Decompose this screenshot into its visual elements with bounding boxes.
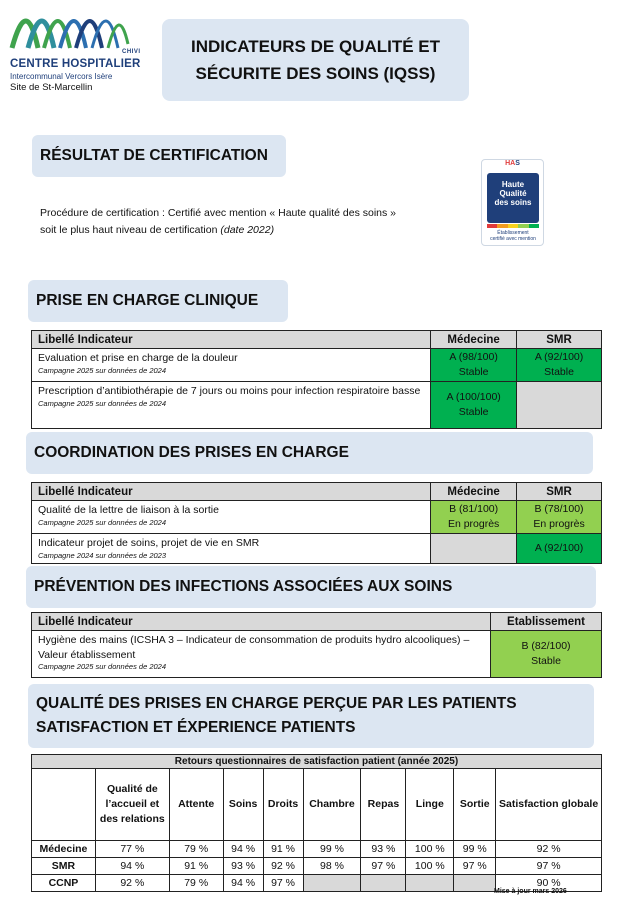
prevention-table [31,612,602,678]
col-sortie: Sortie [454,769,496,841]
indicator-cell: Indicateur projet de soins, projet de vie en SMR Campagne 2024 sur données de 2023 [32,534,431,564]
result-smr: B (78/100) En progrès [517,501,602,534]
satisfaction-caption-row [32,755,602,769]
logo-name: CENTRE HOSPITALIER [10,58,141,70]
certification-heading: RÉSULTAT DE CERTIFICATION [32,135,286,177]
table-cell: 99 % [303,841,361,858]
page-title-line1: INDICATEURS DE QUALITÉ ET [190,36,441,56]
table-cell: 97 % [263,875,303,892]
result-smr: A (92/100) [517,534,602,564]
table-cell: 77 % [95,841,169,858]
table-cell-empty [303,875,361,892]
table-row [32,631,602,678]
col-soins: Soins [223,769,263,841]
table-row [32,382,602,429]
col-header-libelle: Libellé Indicateur [32,613,491,631]
col-header-libelle: Libellé Indicateur [32,483,431,501]
result-medecine: A (100/100) Stable [431,382,517,429]
has-logo: HAS [505,160,520,167]
result-medecine: B (81/100) En progrès [431,501,517,534]
coordination-table [31,482,602,564]
row-label: CCNP [32,875,96,892]
table-header-row [32,613,602,631]
indicator-cell: Qualité de la lettre de liaison à la sortie Campagne 2025 sur données de 2024 [32,501,431,534]
col-header-medecine: Médecine [431,331,517,349]
table-cell: 79 % [169,841,223,858]
indicator-cell: Prescription d’antibiothérapie de 7 jours ou moins pour infection respiratoire basse Campagne 2025 sur données de 2024 [32,382,431,429]
col-header-etablissement: Etablissement [491,613,602,631]
satisfaction-table [31,754,602,892]
prevention-heading: PRÉVENTION DES INFECTIONS ASSOCIÉES AUX SOINS [26,566,596,608]
table-row [32,841,602,858]
table-cell: 92 % [496,841,602,858]
table-cell: 94 % [95,858,169,875]
logo-subtitle: Intercommunal Vercors Isère [10,72,113,81]
col-header-medecine: Médecine [431,483,517,501]
prise-en-charge-heading: PRISE EN CHARGE CLINIQUE [28,280,288,322]
empty-corner [32,769,96,841]
table-cell-empty [406,875,454,892]
col-attente: Attente [169,769,223,841]
certification-date: (date 2022) [220,224,275,237]
table-cell-empty [454,875,496,892]
has-badge-footer: Établissement certifié avec mention [490,230,536,242]
table-cell: 90 % [496,875,602,892]
table-cell: 93 % [361,841,406,858]
satisfaction-caption: Retours questionnaires de satisfaction patient (année 2025) [32,755,602,769]
result-smr: A (92/100) Stable [517,349,602,382]
col-chambre: Chambre [303,769,361,841]
col-repas: Repas [361,769,406,841]
col-satisfaction-globale: Satisfaction globale [496,769,602,841]
indicator-cell: Evaluation et prise en charge de la douleur Campagne 2025 sur données de 2024 [32,349,431,382]
col-header-libelle: Libellé Indicateur [32,331,431,349]
table-cell: 94 % [223,875,263,892]
result-medecine-empty [431,534,517,564]
hospital-logo [8,8,141,94]
table-cell: 98 % [303,858,361,875]
result-smr-empty [517,382,602,429]
row-label: Médecine [32,841,96,858]
prise-en-charge-table [31,330,602,429]
coordination-heading: COORDINATION DES PRISES EN CHARGE [26,432,593,474]
table-row [32,534,602,564]
table-row [32,858,602,875]
logo-brand-small: CHIVI [122,49,141,55]
result-medecine: A (98/100) Stable [431,349,517,382]
wave-logo-icon [8,8,138,56]
table-cell: 93 % [223,858,263,875]
has-color-bar [487,224,539,228]
table-cell: 100 % [406,841,454,858]
row-label: SMR [32,858,96,875]
table-cell: 92 % [263,858,303,875]
indicator-cell: Hygiène des mains (ICSHA 3 – Indicateur de consommation de produits hydro alcooliques) – Valeur établissement Campagne 2025 sur données de 2024 [32,631,491,678]
col-accueil: Qualité de l’accueil et des relations [95,769,169,841]
col-linge: Linge [406,769,454,841]
table-row [32,501,602,534]
col-droits: Droits [263,769,303,841]
col-header-smr: SMR [517,483,602,501]
satisfaction-columns-row [32,769,602,841]
satisfaction-heading-line2: SATISFACTION ET ÉXPERIENCE PATIENTS [36,719,356,736]
page-title-line2: SÉCURITE DES SOINS (IQSS) [195,64,436,83]
certification-text [40,205,396,240]
certification-line1: Procédure de certification : Certifié avec mention « Haute qualité des soins » [40,207,397,219]
col-header-smr: SMR [517,331,602,349]
table-cell-empty [361,875,406,892]
table-cell: 97 % [361,858,406,875]
table-cell: 91 % [169,858,223,875]
table-header-row [32,331,602,349]
table-header-row [32,483,602,501]
table-cell: 99 % [454,841,496,858]
table-cell: 92 % [95,875,169,892]
satisfaction-heading [28,684,594,748]
logo-site: Site de St-Marcellin [10,82,93,93]
table-row [32,349,602,382]
certification-line2: soit le plus haut niveau de certification (date 2022) [40,224,275,237]
table-cell: 97 % [496,858,602,875]
table-cell: 79 % [169,875,223,892]
result-etablissement: B (82/100) Stable [491,631,602,678]
update-date: Mise à jour mars 2026 [494,888,567,895]
has-badge-label: Haute Qualité des soins [487,173,539,223]
table-cell: 91 % [263,841,303,858]
table-cell: 97 % [454,858,496,875]
has-certification-badge [481,159,544,246]
page-title [162,19,469,101]
satisfaction-heading-line1: QUALITÉ DES PRISES EN CHARGE PERÇUE PAR LES PATIENTS [36,694,517,712]
table-cell: 100 % [406,858,454,875]
table-cell: 94 % [223,841,263,858]
